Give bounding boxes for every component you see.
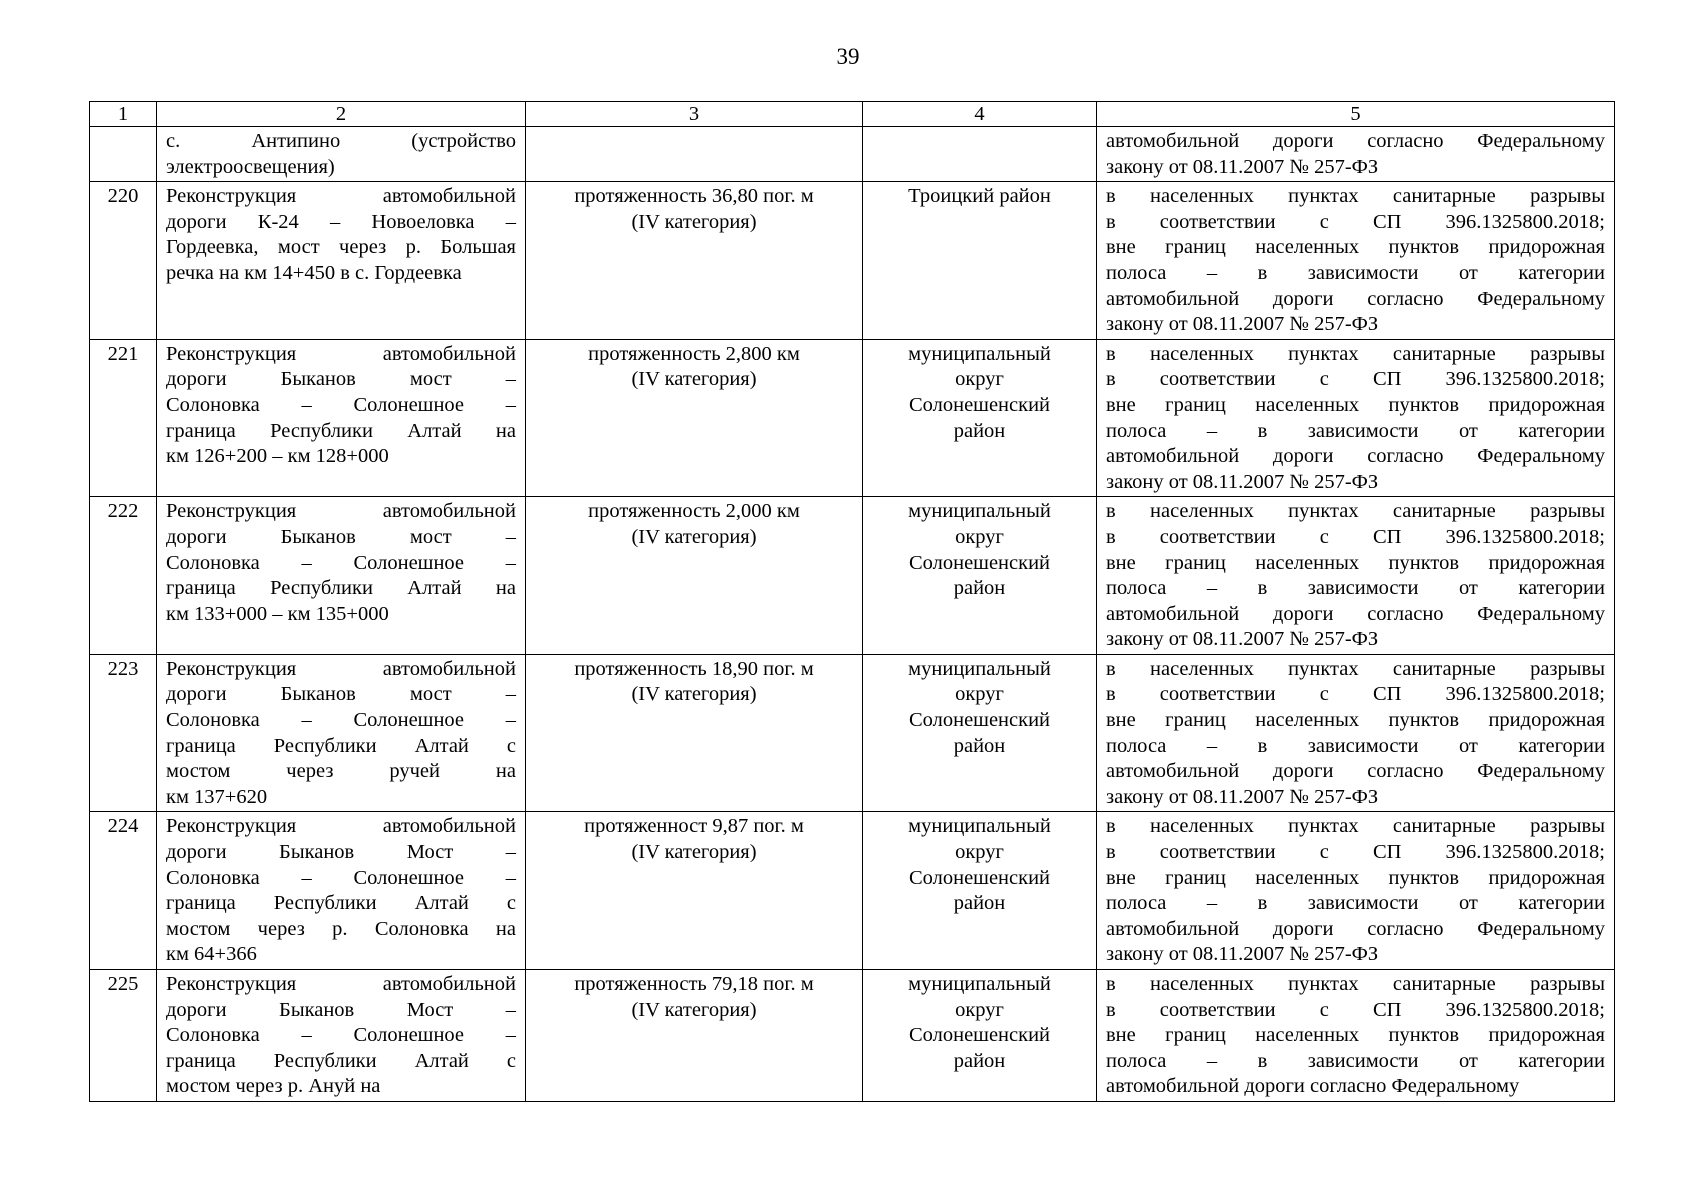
zone-line: закону от 08.11.2007 № 257-ФЗ xyxy=(1106,628,1379,651)
object-name-line: дороги Быканов мост – xyxy=(166,683,516,706)
object-name-line: дороги Быканов мост – xyxy=(166,525,516,548)
zone-cell xyxy=(1097,812,1615,970)
zone-cell xyxy=(1097,127,1615,182)
column-header-5: 5 xyxy=(1097,102,1615,127)
location-line: Солонешенский xyxy=(908,393,1051,416)
object-name-line: мостом через ручей на xyxy=(166,760,516,783)
object-name-line: км 133+000 – км 135+000 xyxy=(166,602,389,625)
location-line: округ xyxy=(955,683,1004,706)
zone-line: полоса – в зависимости от категории xyxy=(1106,1049,1605,1072)
zone-line: закону от 08.11.2007 № 257-ФЗ xyxy=(1106,943,1379,966)
location-cell xyxy=(863,970,1097,1102)
zone-line: автомобильной дороги согласно Федеральному xyxy=(1106,602,1605,625)
zone-line: автомобильной дороги согласно Федеральному xyxy=(1106,760,1605,783)
object-name-line: Реконструкция автомобильной xyxy=(166,185,516,208)
zone-line: закону от 08.11.2007 № 257-ФЗ xyxy=(1106,785,1379,808)
object-name-cell xyxy=(157,497,526,655)
object-name-line: Реконструкция автомобильной xyxy=(166,973,516,995)
location-cell xyxy=(863,127,1097,182)
zone-line: вне границ населенных пунктов придорожная xyxy=(1106,709,1605,732)
object-name-line: дороги Быканов мост – xyxy=(166,368,516,391)
zone-cell xyxy=(1097,497,1615,655)
object-name-line: км 126+200 – км 128+000 xyxy=(166,445,389,468)
location-line: Солонешенский xyxy=(908,866,1051,889)
object-name-line: км 64+366 xyxy=(166,943,257,966)
location-line: муниципальный xyxy=(908,342,1051,365)
row-number-cell: 220 xyxy=(90,182,157,340)
object-name-line: граница Республики Алтай на xyxy=(166,577,516,600)
object-name-line: граница Республики Алтай с xyxy=(166,1049,516,1072)
zone-line: автомобильной дороги согласно Федеральному xyxy=(1106,130,1605,152)
table-row xyxy=(90,812,1615,970)
object-name-cell xyxy=(157,812,526,970)
location-cell xyxy=(863,497,1097,655)
zone-cell xyxy=(1097,970,1615,1102)
table-row xyxy=(90,127,1615,182)
object-name-line: дороги К-24 – Новоеловка – xyxy=(166,210,516,233)
row-number-cell: 225 xyxy=(90,970,157,1102)
parameters-cell xyxy=(526,654,863,812)
zone-line: автомобильной дороги согласно Федеральному xyxy=(1106,917,1605,940)
parameters-line: протяженност 9,87 пог. м xyxy=(584,815,804,838)
table-row xyxy=(90,970,1615,1102)
object-name-line: мостом через р. Солоновка на xyxy=(166,917,516,940)
zone-line: автомобильной дороги согласно Федеральному xyxy=(1106,445,1605,468)
object-name-cell xyxy=(157,339,526,497)
zone-line: в соответствии с СП 396.1325800.2018; xyxy=(1106,525,1605,548)
object-name-line: Солоновка – Солонешное – xyxy=(166,551,516,574)
zone-line: в населенных пунктах санитарные разрывы xyxy=(1106,500,1605,523)
object-name-line: Реконструкция автомобильной xyxy=(166,815,516,838)
zone-line: в населенных пунктах санитарные разрывы xyxy=(1106,815,1605,838)
zone-line: полоса – в зависимости от категории xyxy=(1106,261,1605,284)
column-number-row xyxy=(90,102,1615,127)
zone-line: в населенных пунктах санитарные разрывы xyxy=(1106,342,1605,365)
zone-cell xyxy=(1097,339,1615,497)
page-number: 39 xyxy=(836,44,860,69)
zone-line: в соответствии с СП 396.1325800.2018; xyxy=(1106,210,1605,233)
object-name-cell xyxy=(157,182,526,340)
parameters-line: (IV категория) xyxy=(631,998,757,1021)
column-header-1: 1 xyxy=(90,102,157,127)
parameters-cell xyxy=(526,182,863,340)
location-line: район xyxy=(953,892,1006,915)
objects-table xyxy=(89,101,1615,1102)
zone-line: закону от 08.11.2007 № 257-ФЗ xyxy=(1106,313,1379,336)
object-name-line: км 137+620 xyxy=(166,785,268,808)
zone-line: в соответствии с СП 396.1325800.2018; xyxy=(1106,683,1605,706)
parameters-cell xyxy=(526,970,863,1102)
row-number-cell: 221 xyxy=(90,339,157,497)
location-line: Троицкий район xyxy=(908,185,1051,208)
object-name-line: Гордеевка, мост через р. Большая xyxy=(166,236,516,259)
object-name-line: Солоновка – Солонешное – xyxy=(166,1024,516,1047)
object-name-line: речка на км 14+450 в с. Гордеевка xyxy=(166,261,462,284)
parameters-line: протяженность 79,18 пог. м xyxy=(574,973,814,995)
zone-line: в населенных пунктах санитарные разрывы xyxy=(1106,657,1605,680)
parameters-line: протяженность 2,000 км xyxy=(588,500,800,523)
object-name-cell xyxy=(157,654,526,812)
zone-line: в населенных пунктах санитарные разрывы xyxy=(1106,973,1605,995)
zone-line: в соответствии с СП 396.1325800.2018; xyxy=(1106,998,1605,1021)
zone-line: закону от 08.11.2007 № 257-ФЗ xyxy=(1106,155,1379,178)
parameters-cell xyxy=(526,339,863,497)
object-name-line: Реконструкция автомобильной xyxy=(166,500,516,523)
parameters-line: (IV категория) xyxy=(631,841,757,864)
parameters-cell xyxy=(526,497,863,655)
parameters-line: протяженность 36,80 пог. м xyxy=(574,185,814,208)
location-line: округ xyxy=(955,841,1004,864)
object-name-line: граница Республики Алтай с xyxy=(166,734,516,757)
zone-line: полоса – в зависимости от категории xyxy=(1106,734,1605,757)
row-number-cell: 224 xyxy=(90,812,157,970)
object-name-line: электроосвещения) xyxy=(166,155,335,178)
zone-cell xyxy=(1097,182,1615,340)
column-header-2: 2 xyxy=(157,102,526,127)
parameters-cell xyxy=(526,127,863,182)
location-line: район xyxy=(953,577,1006,600)
column-header-4: 4 xyxy=(863,102,1097,127)
zone-line: в населенных пунктах санитарные разрывы xyxy=(1106,185,1605,208)
location-line: округ xyxy=(955,998,1004,1021)
location-cell xyxy=(863,182,1097,340)
object-name-line: граница Республики Алтай с xyxy=(166,892,516,915)
object-name-line: с. Антипино (устройство xyxy=(166,130,516,152)
location-line: муниципальный xyxy=(908,973,1051,995)
table-row xyxy=(90,497,1615,655)
location-line: Солонешенский xyxy=(908,709,1051,732)
zone-line: автомобильной дороги согласно Федеральному xyxy=(1106,287,1605,310)
object-name-cell xyxy=(157,127,526,182)
object-name-line: дороги Быканов Мост – xyxy=(166,841,516,864)
location-line: муниципальный xyxy=(908,657,1051,680)
table-row xyxy=(90,182,1615,340)
object-name-line: Реконструкция автомобильной xyxy=(166,657,516,680)
location-line: муниципальный xyxy=(908,815,1051,838)
location-line: район xyxy=(953,419,1006,442)
zone-line: вне границ населенных пунктов придорожная xyxy=(1106,1024,1605,1047)
row-number-cell: 223 xyxy=(90,654,157,812)
object-name-line: Солоновка – Солонешное – xyxy=(166,709,516,732)
column-header-3: 3 xyxy=(526,102,863,127)
object-name-line: Солоновка – Солонешное – xyxy=(166,393,516,416)
zone-line: автомобильной дороги согласно Федеральному xyxy=(1106,1075,1520,1098)
table-row xyxy=(90,339,1615,497)
row-number-cell: 222 xyxy=(90,497,157,655)
zone-line: вне границ населенных пунктов придорожная xyxy=(1106,551,1605,574)
zone-line: полоса – в зависимости от категории xyxy=(1106,577,1605,600)
zone-line: вне границ населенных пунктов придорожная xyxy=(1106,866,1605,889)
parameters-line: (IV категория) xyxy=(631,683,757,706)
location-line: Солонешенский xyxy=(908,551,1051,574)
zone-line: полоса – в зависимости от категории xyxy=(1106,892,1605,915)
object-name-line: Реконструкция автомобильной xyxy=(166,342,516,365)
object-name-line: Солоновка – Солонешное – xyxy=(166,866,516,889)
zone-cell xyxy=(1097,654,1615,812)
zone-line: в соответствии с СП 396.1325800.2018; xyxy=(1106,368,1605,391)
parameters-line: (IV категория) xyxy=(631,368,757,391)
parameters-line: (IV категория) xyxy=(631,525,757,548)
object-name-line: граница Республики Алтай на xyxy=(166,419,516,442)
object-name-line: дороги Быканов Мост – xyxy=(166,998,516,1021)
parameters-line: протяженность 2,800 км xyxy=(588,342,800,365)
object-name-cell xyxy=(157,970,526,1102)
parameters-line: (IV категория) xyxy=(631,210,757,233)
location-line: округ xyxy=(955,368,1004,391)
location-line: район xyxy=(953,734,1006,757)
location-cell xyxy=(863,654,1097,812)
parameters-cell xyxy=(526,812,863,970)
zone-line: закону от 08.11.2007 № 257-ФЗ xyxy=(1106,470,1379,493)
table-row xyxy=(90,654,1615,812)
object-name-line: мостом через р. Ануй на xyxy=(166,1075,381,1098)
parameters-line: протяженность 18,90 пог. м xyxy=(574,657,814,680)
location-line: муниципальный xyxy=(908,500,1051,523)
row-number-cell xyxy=(90,127,157,182)
zone-line: в соответствии с СП 396.1325800.2018; xyxy=(1106,841,1605,864)
location-line: район xyxy=(953,1049,1006,1072)
zone-line: полоса – в зависимости от категории xyxy=(1106,419,1605,442)
zone-line: вне границ населенных пунктов придорожная xyxy=(1106,236,1605,259)
location-line: округ xyxy=(955,525,1004,548)
location-cell xyxy=(863,812,1097,970)
zone-line: вне границ населенных пунктов придорожная xyxy=(1106,393,1605,416)
location-line: Солонешенский xyxy=(908,1024,1051,1047)
location-cell xyxy=(863,339,1097,497)
